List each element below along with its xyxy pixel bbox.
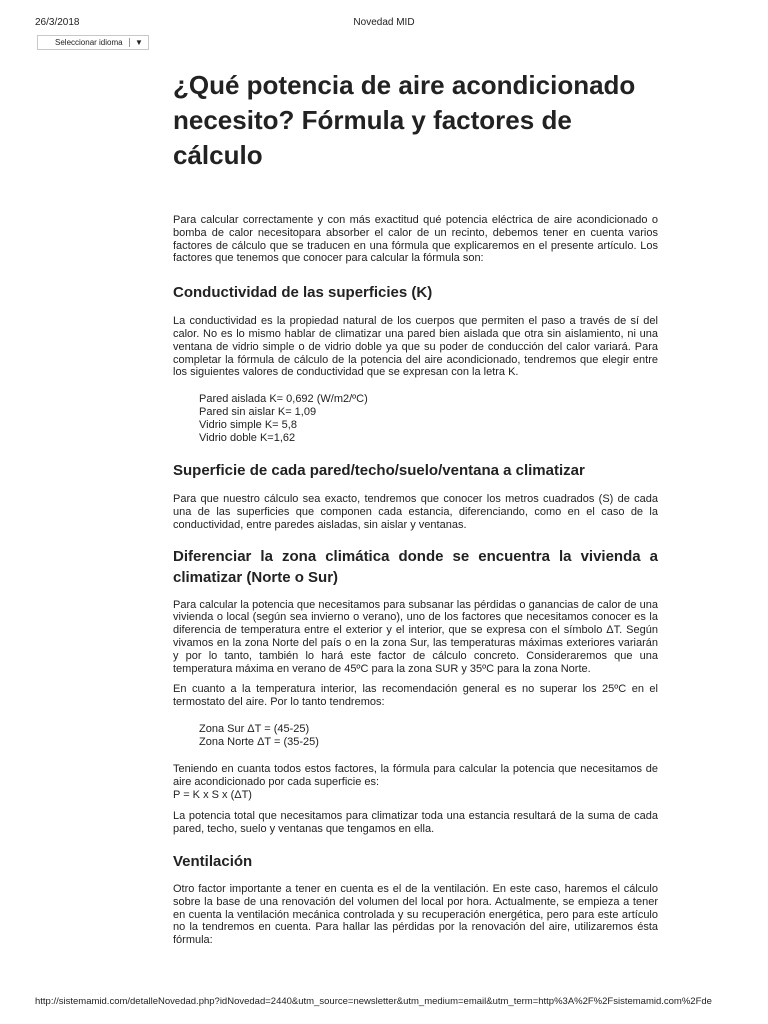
intro-paragraph: Para calcular correctamente y con más exactitud qué potencia eléctrica de aire acondicionado o bomba de calor necesitopara absorber el calor de un recinto, debemos tener en cuenta varios factores de cálculo que se traducen en una fórmula que explicaremos en el presente artículo. Los factores que tenemos que conocer para calcular la fórmula son: (173, 214, 658, 265)
section-heading-ventilacion: Ventilación (173, 852, 253, 870)
list-item: Zona Norte ΔT = (35-25) (199, 735, 319, 748)
formula-text: P = K x S x (ΔT) (173, 788, 252, 801)
zone-list (173, 723, 658, 749)
language-select[interactable] (37, 35, 149, 50)
list-item: Vidrio doble K=1,62 (199, 432, 296, 445)
paragraph-conductividad: La conductividad es la propiedad natural de los cuerpos que permiten el paso a través de sí del calor. No es lo mismo hablar de climatizar una pared bien aislada que otra sin aislamiento, ni una ventana de vidrio simple o de vidrio doble ya que su poder de conducción del calor variará. Para completar la fórmula de cálculo de la potencia del aire acondicionado, tendremos que elegir entre los siguientes valores de conductividad que se expresan con la letra K. (173, 315, 658, 379)
language-select-label: Seleccionar idioma (55, 38, 123, 47)
article-content (173, 68, 658, 947)
section-heading-conductividad: Conductividad de las superficies (K) (173, 284, 433, 302)
conductivity-list (173, 393, 658, 445)
list-item: Pared sin aislar K= 1,09 (199, 406, 317, 419)
paragraph-superficie: Para que nuestro cálculo sea exacto, tendremos que conocer los metros cuadrados (S) de cada una de las superficies que componen cada estancia, diferenciando, como en el caso de la conductividad, entre paredes aisladas, sin aislar y ventanas. (173, 493, 658, 531)
paragraph-ventilacion: Otro factor importante a tener en cuenta es el de la ventilación. En este caso, haremos el cálculo sobre la base de una renovación del volumen del local por hora. Actualmente, se empieza a tener en cuenta la ventilación mecánica controlada y su recuperación energética, pero para este artículo no la tendremos en cuenta. Para hallar las pérdidas por la renovación del aire, utilizaremos ésta fórmula: (173, 882, 658, 947)
list-item: Vidrio simple K= 5,8 (199, 419, 297, 432)
paragraph-zona-climatica-4: La potencia total que necesitamos para climatizar toda una estancia resultará de la suma de cada pared, techo, suelo y ventanas que tengamos en ella. (173, 810, 658, 836)
select-divider (129, 38, 130, 47)
section-heading-zona-climatica: Diferenciar la zona climática donde se encuentra la vivienda a climatizar (Norte o Sur) (173, 547, 658, 586)
print-page-title: Novedad MID (353, 17, 415, 28)
section-heading-superficie: Superficie de cada pared/techo/suelo/ventana a climatizar (173, 462, 585, 480)
article-title: ¿Qué potencia de aire acondicionado necesito? Fórmula y factores de cálculo (173, 70, 636, 170)
list-item: Pared aislada K= 0,692 (W/m2/ºC) (199, 393, 368, 406)
print-date: 26/3/2018 (35, 17, 80, 28)
chevron-down-icon[interactable]: ▼ (135, 38, 143, 47)
paragraph-zona-climatica-3: Teniendo en cuanta todos estos factores, la fórmula para calcular la potencia que necesitamos de aire acondicionado por cada superficie es: (173, 762, 658, 788)
print-footer-url: http://sistemamid.com/detalleNovedad.php?idNovedad=2440&utm_source=newsletter&utm_medium=email&utm_term=http%3A%2F%2Fsistemamid.com%2Fde (35, 996, 712, 1007)
paragraph-zona-climatica-1: Para calcular la potencia que necesitamos para subsanar las pérdidas o ganancias de calor de una vivienda o local (según sea invierno o verano), uno de los factores que necesitamos conocer es la diferencia de temperatura entre el exterior y el interior, que se expresa con el símbolo ΔT. Según vivamos en la zona Norte del país o en la zona Sur, las temperaturas máximas exteriores variarán y por lo tanto, también lo hará este factor de cálculo concreto. Consideraremos que una temperatura máxima en verano de 45ºC para la zona SUR y 35ºC para la zona Norte. (173, 598, 658, 675)
paragraph-zona-climatica-2: En cuanto a la temperatura interior, las recomendación general es no superar los 25ºC en el termostato del aire. Por lo tanto tendremos: (173, 683, 658, 709)
list-item: Zona Sur ΔT = (45-25) (199, 722, 310, 735)
print-header (0, 17, 768, 31)
